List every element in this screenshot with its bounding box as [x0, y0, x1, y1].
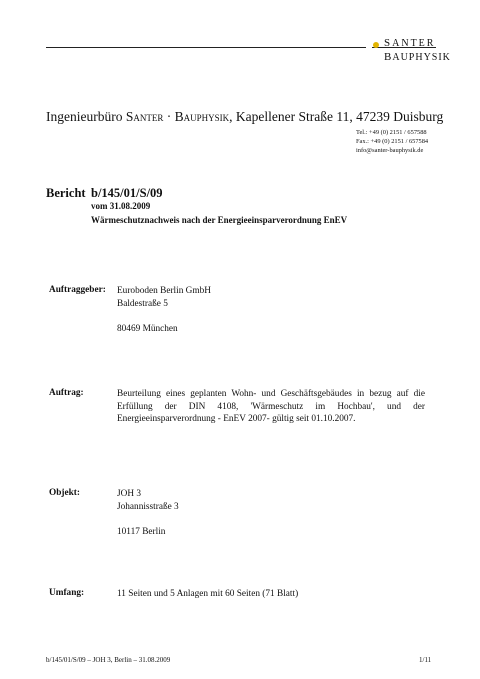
report-number: b/145/01/S/09 [91, 186, 163, 200]
client-city: 80469 München [117, 323, 178, 334]
client-name: Euroboden Berlin GmbH [117, 286, 211, 296]
contact-block [356, 128, 428, 155]
contact-tel: Tel.: +49 (0) 2151 / 657588 [356, 129, 427, 136]
company-prefix: Ingenieurbüro [46, 109, 123, 124]
client-spacer [117, 310, 211, 323]
object-city: 10117 Berlin [117, 526, 166, 537]
object-name: JOH 3 [117, 489, 142, 499]
objekt-label: Objekt: [49, 488, 80, 498]
auftraggeber-value [117, 285, 211, 335]
report-title: Wärmeschutznachweis nach der Energieeinsparverordnung EnEV [91, 215, 348, 225]
object-spacer [117, 513, 179, 526]
page-number: 1/11 [419, 656, 432, 664]
auftraggeber-label: Auftraggeber: [49, 285, 106, 295]
logo-dot-icon [373, 42, 379, 48]
footer-reference: b/145/01/S/09 – JOH 3, Berlin – 31.08.2009 [46, 656, 171, 664]
contact-fax: Fax.: +49 (0) 2151 / 657584 [356, 138, 429, 145]
header-rule-left [46, 47, 366, 48]
umfang-label: Umfang: [49, 588, 85, 598]
logo-bauphysik: BAUPHYSIK [384, 51, 451, 63]
company-address-line [46, 109, 443, 125]
contact-email[interactable]: info@santer-bauphysik.de [356, 147, 424, 154]
company-address: , Kapellener Straße 11, 47239 Duisburg [229, 109, 444, 124]
client-street: Baldestraße 5 [117, 298, 168, 309]
report-label: Bericht [46, 186, 86, 200]
auftrag-text: Beurteilung eines geplanten Wohn- und Geschäftsgebäudes in bezug auf die Erfüllung der DIN 4108, 'Wärmeschutz im Hochbau', und der Energieeinsparverordnung - EnEV 2007- gültig seit 01.10.2007. [117, 389, 425, 424]
object-street: Johannisstraße 3 [117, 501, 179, 512]
auftrag-label: Auftrag: [49, 388, 84, 398]
objekt-value [117, 488, 179, 538]
umfang-text: 11 Seiten und 5 Anlagen mit 60 Seiten (71 Blatt) [117, 589, 299, 599]
report-date: vom 31.08.2009 [91, 201, 151, 211]
logo-santer: SANTER [384, 37, 436, 49]
company-name: Santer · Bauphysik [125, 109, 230, 124]
